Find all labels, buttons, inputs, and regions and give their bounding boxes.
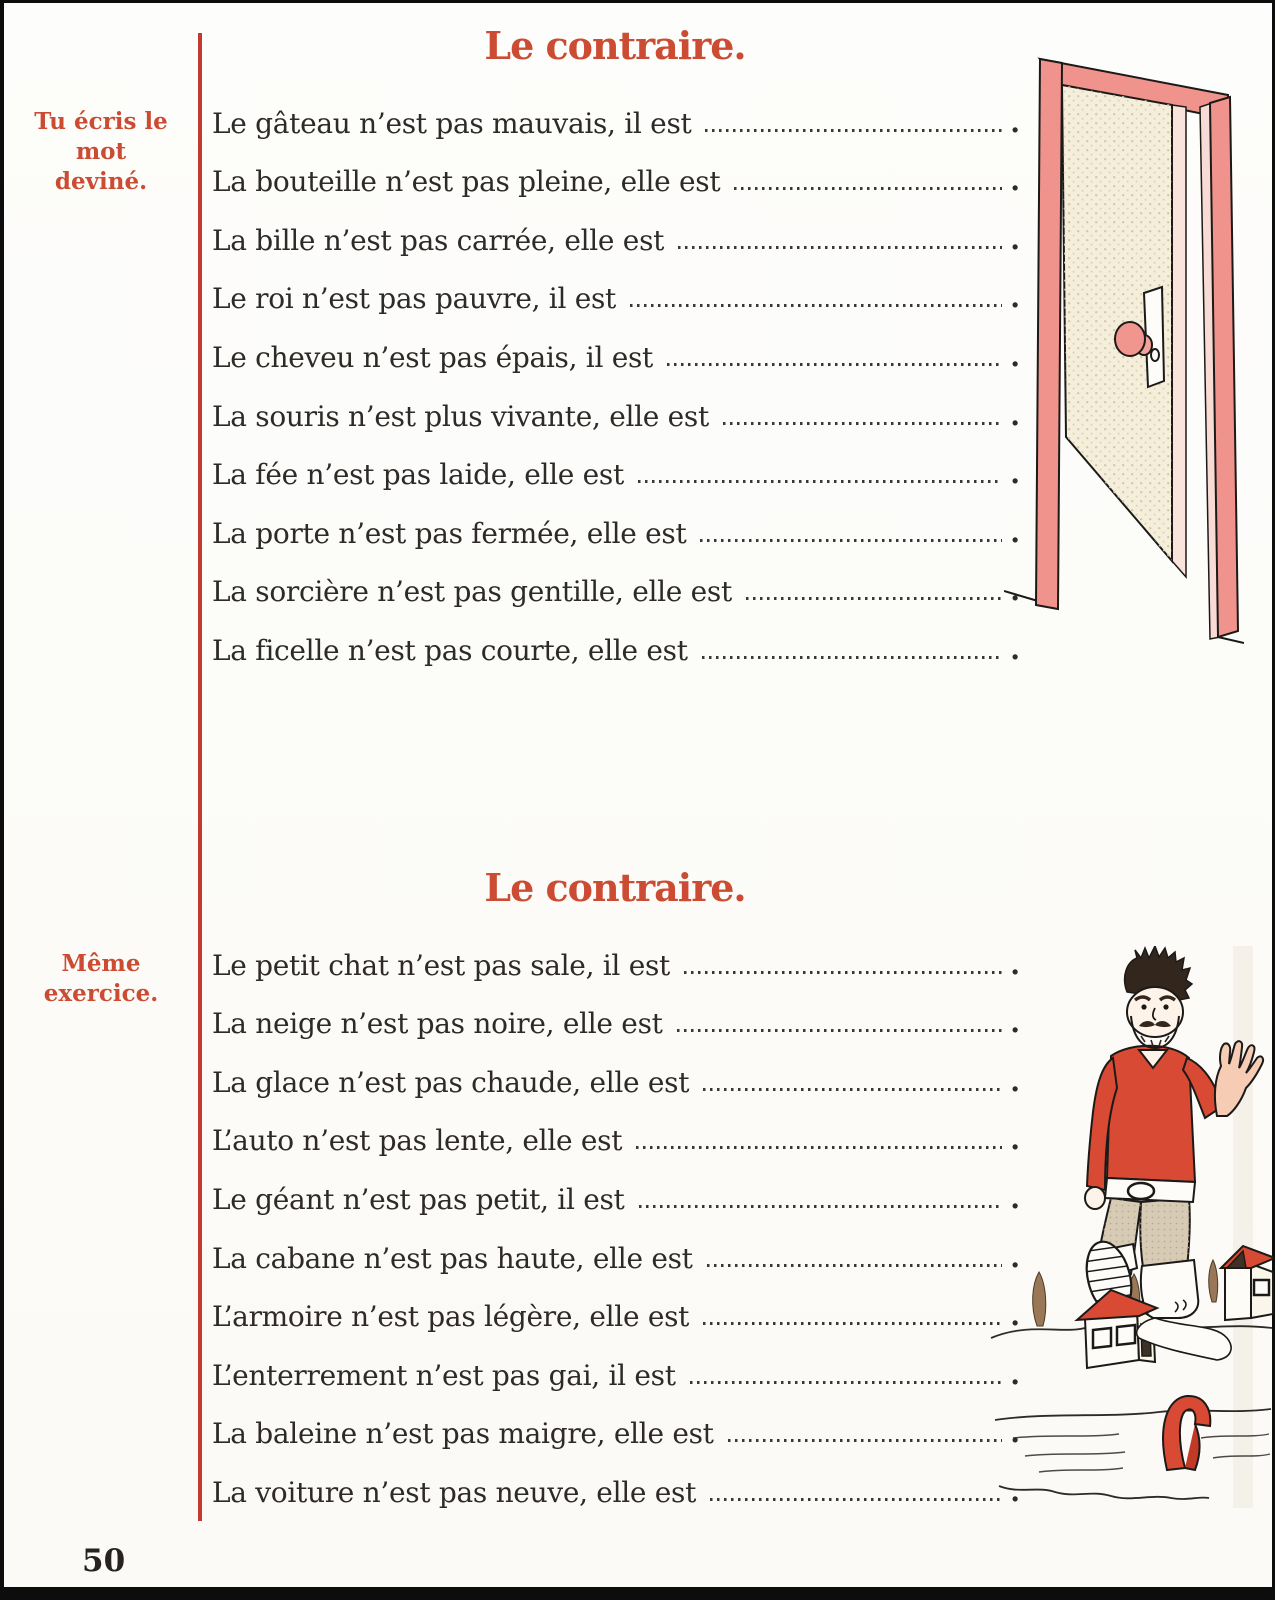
belt-buckle [1128, 1183, 1154, 1199]
river [995, 1409, 1271, 1499]
red-arch [1163, 1396, 1210, 1470]
dotted-answer-line[interactable] [667, 363, 1002, 366]
sentence-text: Le cheveu n’est pas épais, il est [212, 340, 653, 374]
sentence-text: La neige n’est pas noire, elle est [212, 1007, 663, 1041]
dotted-answer-line[interactable] [678, 246, 1002, 249]
dotted-answer-line[interactable] [705, 129, 1002, 132]
sentence-row [212, 449, 1020, 508]
page-number: 50 [82, 1543, 126, 1579]
sentence-text: La sorcière n’est pas gentille, elle est [212, 575, 732, 609]
sentence-row [212, 1466, 1020, 1525]
answer-terminator-dot: . [1010, 1357, 1020, 1391]
sentence-row [212, 507, 1020, 566]
sentence-row [212, 624, 1020, 683]
answer-terminator-dot: . [1010, 1064, 1020, 1098]
answer-terminator-dot: . [1010, 105, 1020, 139]
dotted-answer-line[interactable] [702, 656, 1003, 659]
dotted-answer-line[interactable] [710, 1498, 1002, 1501]
exercise-2-margin-note [6, 949, 196, 1009]
answer-terminator-dot: . [1010, 398, 1020, 432]
sentence-text: La bille n’est pas carrée, elle est [212, 223, 665, 257]
answer-terminator-dot: . [1010, 1006, 1020, 1040]
sentence-text: L’auto n’est pas lente, elle est [212, 1124, 623, 1158]
sentence-text: La bouteille n’est pas pleine, elle est [212, 165, 721, 199]
answer-terminator-dot: . [1010, 1181, 1020, 1215]
dotted-answer-line[interactable] [746, 597, 1002, 600]
sentence-text: La glace n’est pas chaude, elle est [212, 1065, 690, 1099]
sentence-row [212, 1115, 1020, 1174]
sentence-text: La ficelle n’est pas courte, elle est [212, 633, 688, 667]
open-door-illustration [1004, 49, 1244, 653]
sentence-row [212, 1291, 1020, 1350]
answer-terminator-dot: . [1010, 947, 1020, 981]
dotted-answer-line[interactable] [636, 1146, 1002, 1149]
dotted-answer-line[interactable] [703, 1088, 1002, 1091]
sentence-text: La souris n’est plus vivante, elle est [212, 399, 709, 433]
sentence-row [212, 939, 1020, 998]
giant-illustration [989, 946, 1274, 1508]
house-right [1221, 1246, 1274, 1320]
door-left-jamb [1036, 59, 1062, 609]
margin-note-line: exercice. [43, 980, 159, 1007]
answer-terminator-dot: . [1010, 574, 1020, 608]
dotted-answer-line[interactable] [630, 304, 1002, 307]
answer-terminator-dot: . [1010, 1299, 1020, 1333]
sentence-row [212, 1349, 1020, 1408]
sentence-text: L’armoire n’est pas légère, elle est [212, 1300, 690, 1334]
dotted-answer-line[interactable] [728, 1439, 1003, 1442]
sentence-row [212, 1173, 1020, 1232]
exercise-2-sentences [212, 939, 1020, 1525]
sentence-row [212, 1232, 1020, 1291]
dotted-answer-line[interactable] [707, 1264, 1003, 1267]
sentence-row [212, 390, 1020, 449]
sentence-row [212, 97, 1020, 156]
answer-terminator-dot: . [1010, 457, 1020, 491]
sentence-text: La cabane n’est pas haute, elle est [212, 1241, 693, 1275]
margin-note-line: deviné. [54, 168, 148, 195]
dotted-answer-line[interactable] [734, 187, 1002, 190]
sentence-text: Le gâteau n’est pas mauvais, il est [212, 106, 692, 140]
exercise-2-title: Le contraire. [484, 865, 746, 910]
answer-terminator-dot: . [1010, 281, 1020, 315]
exercise-1-sentences [212, 97, 1020, 683]
answer-terminator-dot: . [1010, 222, 1020, 256]
sentence-text: La fée n’est pas laide, elle est [212, 458, 624, 492]
sentence-text: La voiture n’est pas neuve, elle est [212, 1475, 697, 1509]
dotted-answer-line[interactable] [690, 1381, 1003, 1384]
answer-terminator-dot: . [1010, 164, 1020, 198]
answer-terminator-dot: . [1010, 1240, 1020, 1274]
sentence-text: Le petit chat n’est pas sale, il est [212, 948, 670, 982]
sentence-row [212, 273, 1020, 332]
answer-terminator-dot: . [1010, 1123, 1020, 1157]
sentence-text: La porte n’est pas fermée, elle est [212, 516, 687, 550]
sentence-text: L’enterrement n’est pas gai, il est [212, 1358, 676, 1392]
dotted-answer-line[interactable] [677, 1029, 1003, 1032]
sentence-row [212, 566, 1020, 625]
sentence-text: La baleine n’est pas maigre, elle est [212, 1417, 714, 1451]
answer-terminator-dot: . [1010, 1416, 1020, 1450]
dotted-answer-line[interactable] [703, 1322, 1002, 1325]
answer-terminator-dot: . [1010, 515, 1020, 549]
left-hand [1085, 1187, 1105, 1209]
dotted-answer-line[interactable] [723, 422, 1002, 425]
dotted-answer-line[interactable] [700, 539, 1002, 542]
sentence-text: Le géant n’est pas petit, il est [212, 1182, 625, 1216]
dotted-answer-line[interactable] [639, 1205, 1003, 1208]
door-edge [1172, 105, 1186, 577]
red-margin-rule [198, 33, 202, 1521]
answer-terminator-dot: . [1010, 339, 1020, 373]
page-paper [4, 3, 1272, 1587]
sentence-row [212, 1408, 1020, 1467]
sentence-row [212, 214, 1020, 273]
sentence-row [212, 1056, 1020, 1115]
sentence-text: Le roi n’est pas pauvre, il est [212, 282, 617, 316]
exercise-1-margin-note [6, 107, 196, 197]
sentence-row [212, 156, 1020, 215]
scan-shadow [1233, 946, 1253, 1508]
sentence-row [212, 331, 1020, 390]
answer-terminator-dot: . [1010, 1474, 1020, 1508]
margin-note-line: Même [61, 950, 141, 977]
dotted-answer-line[interactable] [684, 971, 1002, 974]
answer-terminator-dot: . [1010, 632, 1020, 666]
dotted-answer-line[interactable] [638, 480, 1002, 483]
exercise-1-title: Le contraire. [484, 23, 746, 68]
sentence-row [212, 998, 1020, 1057]
giant-head [1125, 946, 1192, 1048]
margin-note-line: Tu écris le mot [34, 108, 168, 165]
